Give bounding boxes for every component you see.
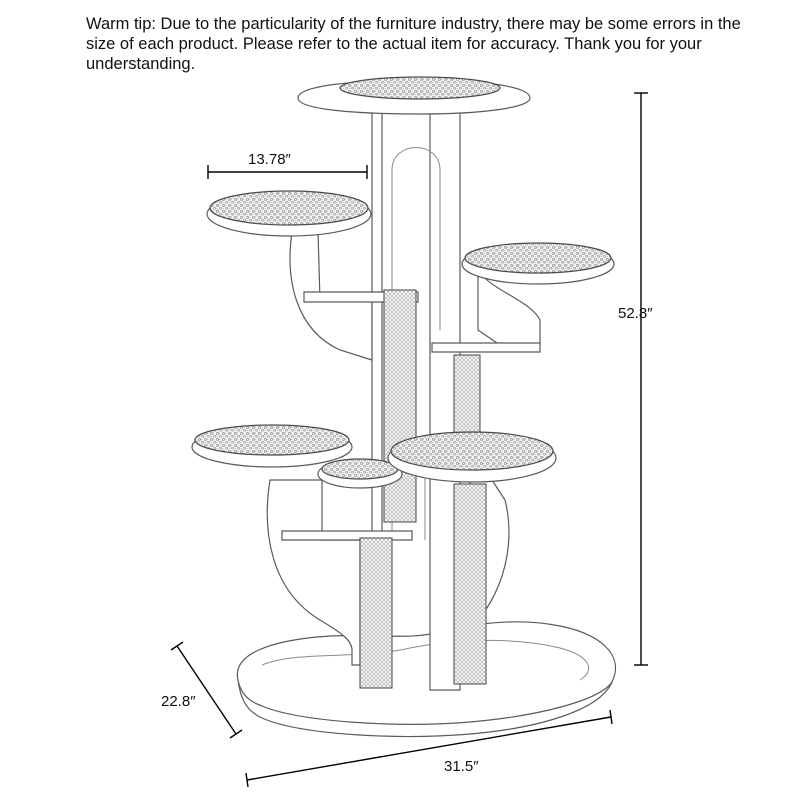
warm-tip-text: Warm tip: Due to the particularity of the furniture industry, there may be some errors in the size of each product. Please refer to the actual item for accuracy. Thank you for your understanding. [86,15,741,73]
dimension-label-depth: 22.8″ [161,693,196,710]
dimension-label-height: 52.8″ [618,305,653,322]
dimension-label-platform-width: 13.78″ [248,151,291,168]
platform-upper-left [207,191,371,236]
dimension-label-width: 31.5″ [444,758,479,775]
top-platform [298,77,530,114]
carpet-pad-top [340,77,500,99]
dimension-height [618,93,653,665]
platform-upper-right [462,243,614,284]
scratching-post-lower-right [454,484,486,684]
scratching-post-upper-left [384,290,416,522]
base-board [237,622,615,737]
platform-lower-left [192,425,352,467]
dimension-platform-width [208,151,367,179]
scratching-post-lower-left [360,538,392,688]
platform-lower-right [388,432,556,482]
dimension-depth [161,642,242,738]
